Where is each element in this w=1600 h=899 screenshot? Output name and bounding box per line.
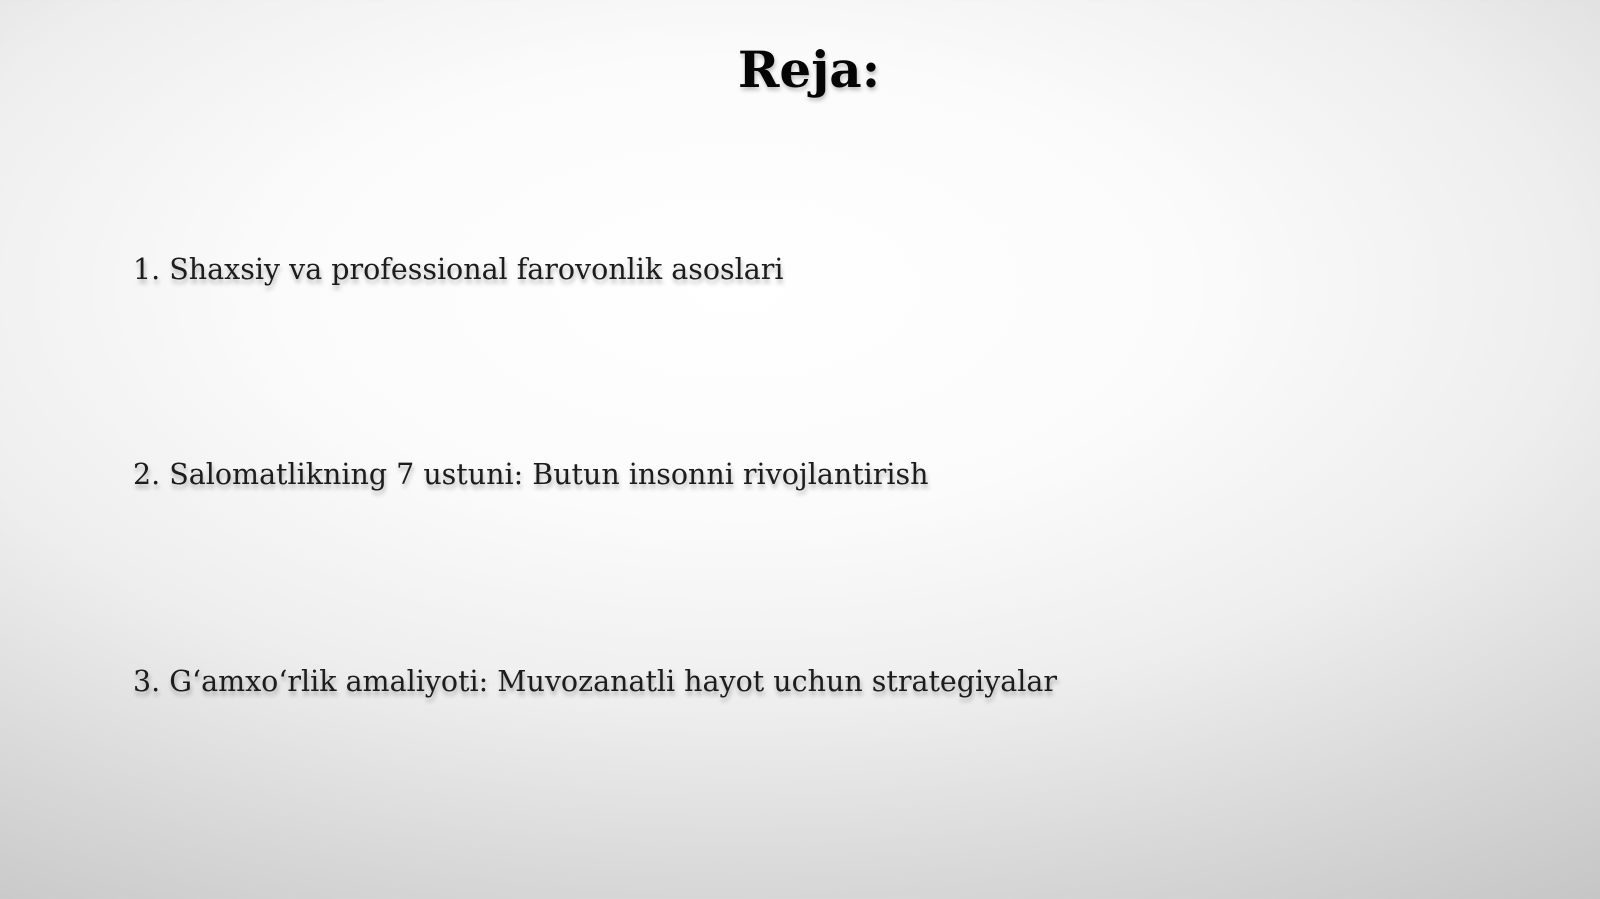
agenda-item: 3. G‘amxo‘rlik amaliyoti: Muvozanatli hayot uchun strategiyalar: [133, 665, 1057, 698]
agenda-item: 2. Salomatlikning 7 ustuni: Butun insonni rivojlantirish: [133, 458, 929, 491]
agenda-item: 1. Shaxsiy va professional farovonlik asoslari: [133, 253, 784, 286]
slide-title: Reja:: [737, 40, 881, 99]
